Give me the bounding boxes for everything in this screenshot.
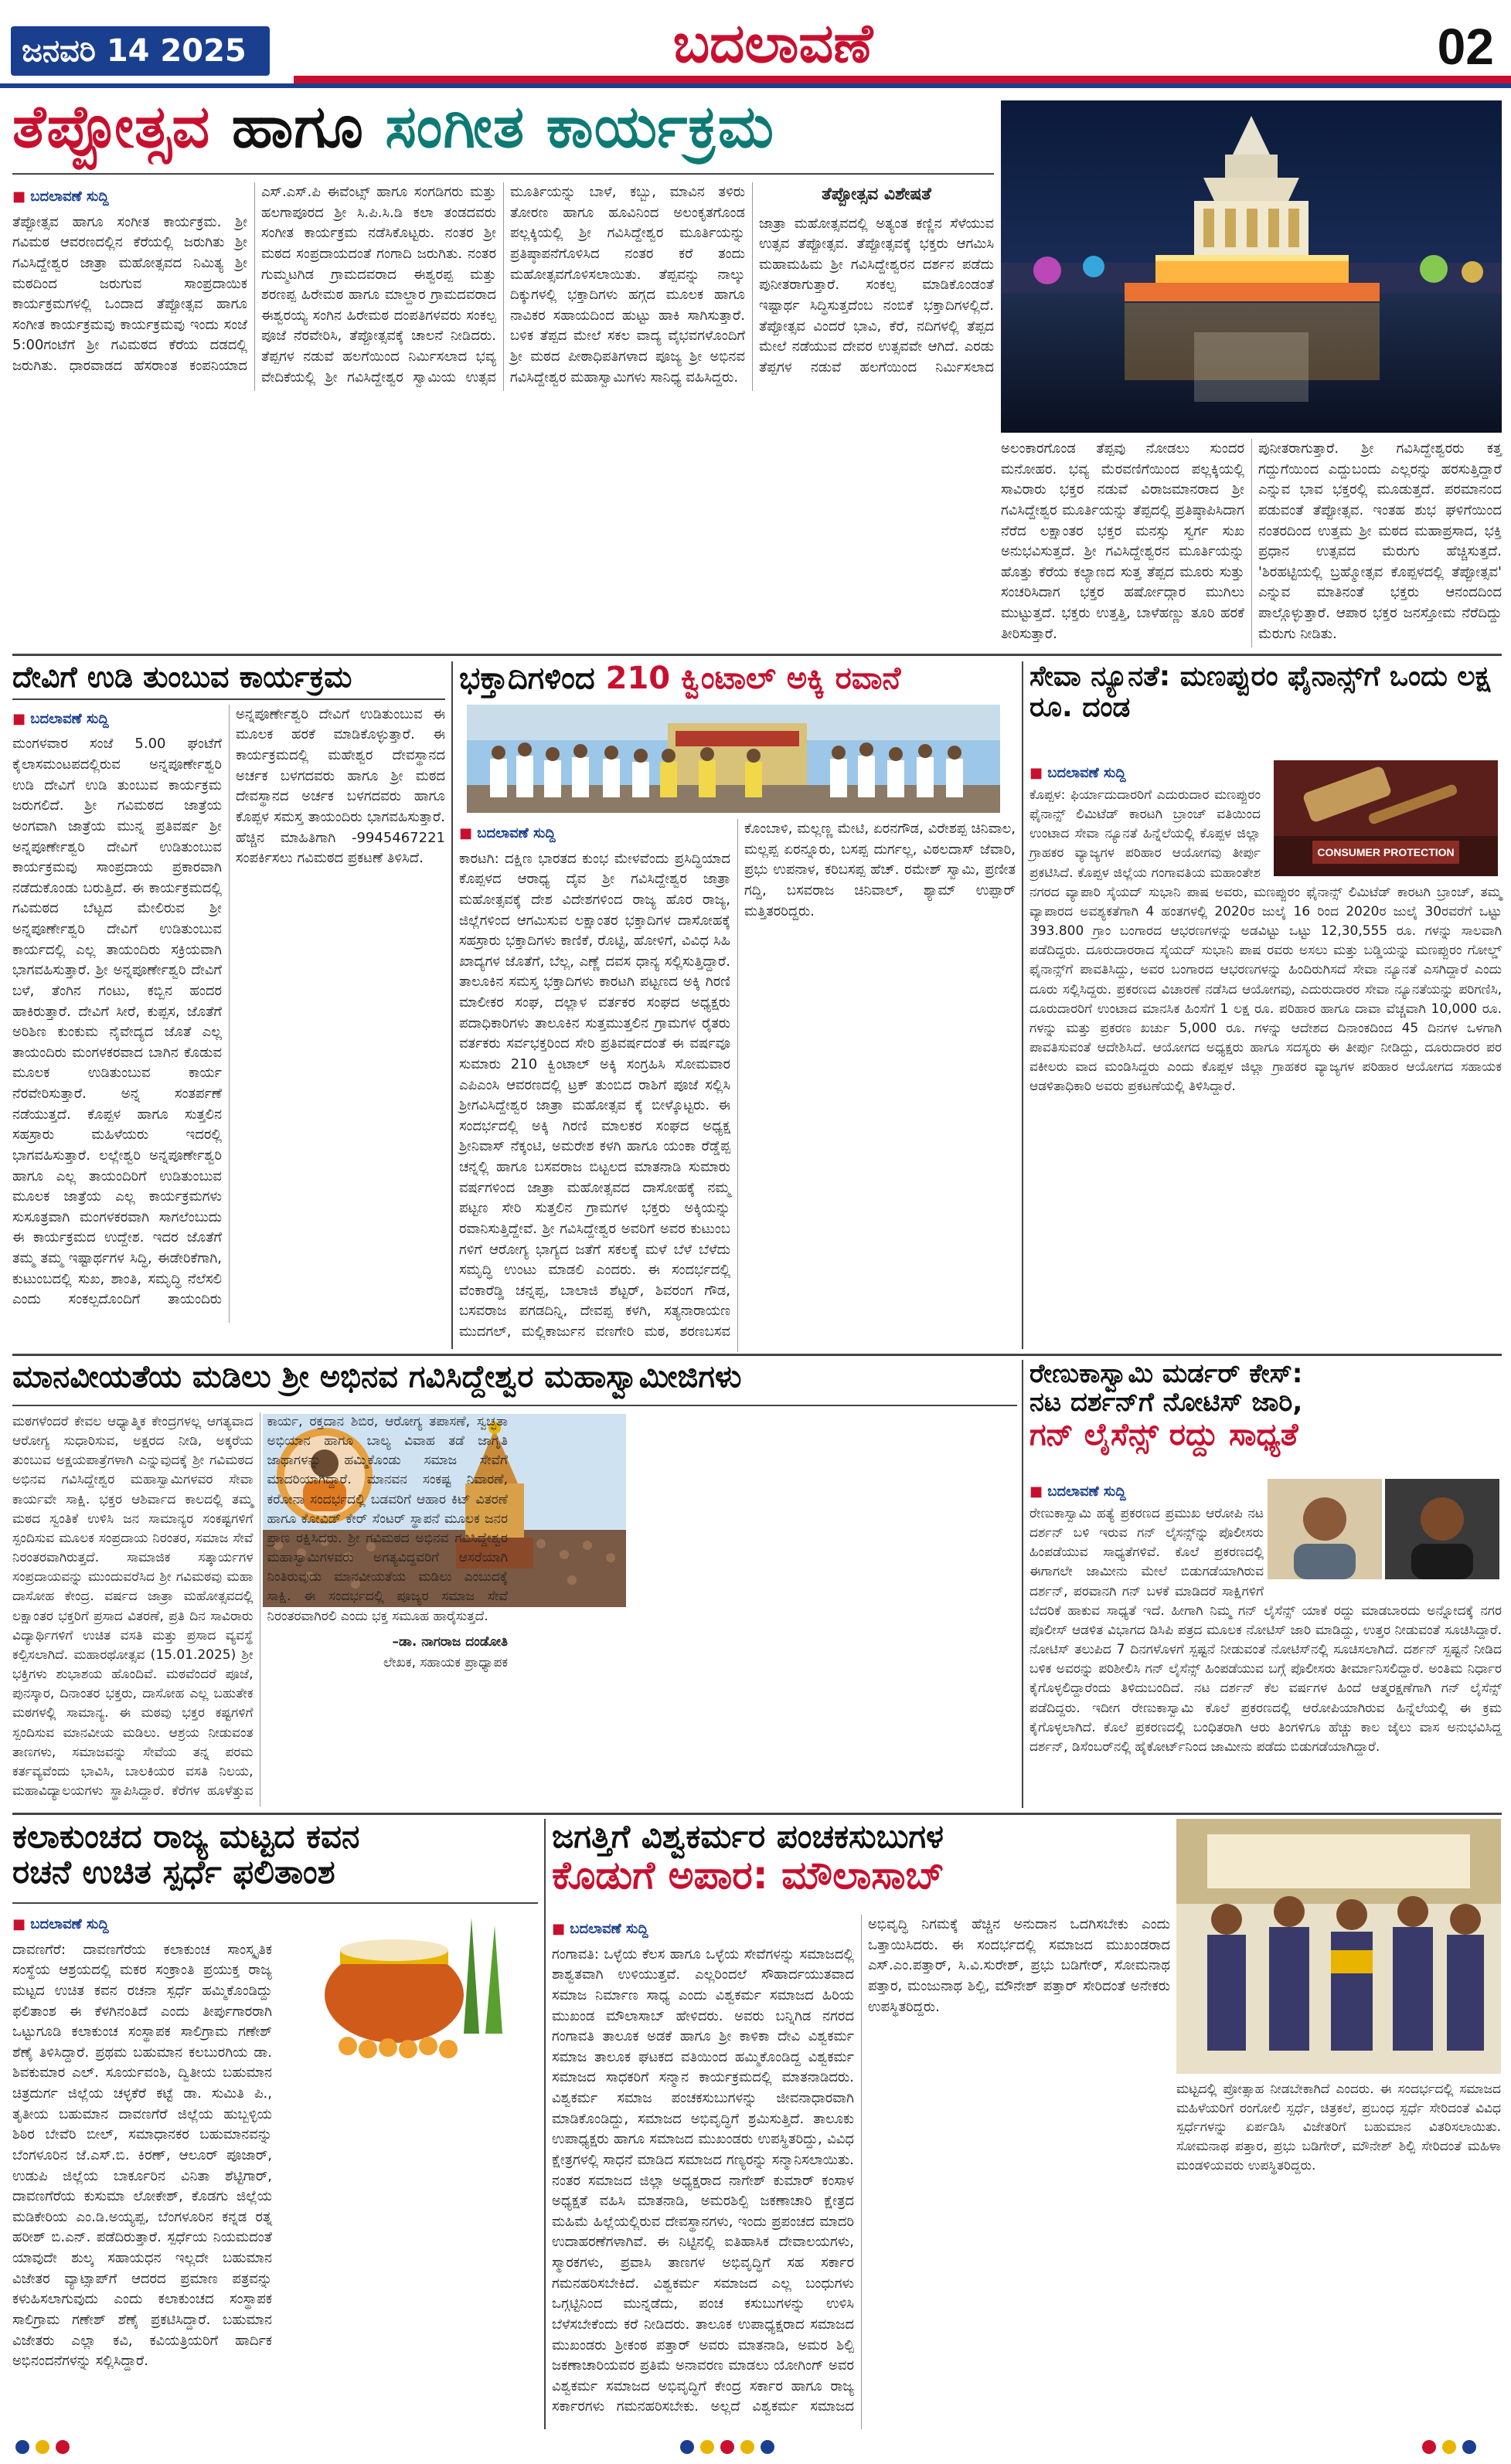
udi-body: ಮಂಗಳವಾರ ಸಂಜೆ 5.00 ಘಂಟೆಗೆ ಕೈಲಾಸಮಂಟಪದಲ್ಲಿರುವ ಅನ್ನಪೂರ್ಣೇಶ್ವರಿ ಉಡಿ ದೇವಿಗೆ ಉಡಿ ತುಂಬುವ ಕಾರ್ಯಕ್ರಮ ಜರುಗಲಿದೆ. ಶ್ರೀ ಗವಿಮಠದ ಜಾತ್ರೆಯ ಅಂಗವಾಗಿ ಜಾತ್ರೆಯ ಮುನ್ನ ಪ್ರತಿವರ್ಷ ಶ್ರೀ ಅನ್ನಪೂರ್ಣೇಶ್ವರಿ ದೇವಿಗೆ ಉಡಿತುಂಬುವ ಕಾರ್ಯಕ್ರಮವು ಸಾಂಪ್ರದಾಯ ಪ್ರಕಾರವಾಗಿ ನಡೆದುಕೊಂಡು ಬರುತ್ತಿದೆ. ಈ ಕಾರ್ಯಕ್ರಮದಲ್ಲಿ ಗವಿಮಠದ ಬೆಟ್ಟದ ಮೇಲಿರುವ ಶ್ರೀ ಅನ್ನಪೂರ್ಣೇಶ್ವರಿ ದೇವಿಗೆ ಉಡಿತುಂಬುವ ಕಾರ್ಯದಲ್ಲಿ ಎಲ್ಲ ತಾಯಂದಿರು ಸಕ್ರಿಯವಾಗಿ ಭಾಗವಹಿಸುತ್ತಾರೆ. ಶ್ರೀ ಅನ್ನಪೂರ್ಣೇಶ್ವರಿ ದೇವಿಗೆ ಬಳೆ, ತೆಂಗಿನ ಗಂಟು, ಕಬ್ಬಿನ ಹಂದರ ಹಾಕಿರುತ್ತಾರೆ. ದೇವಿಗೆ ಸೀರೆ, ಕುಪ್ಪಸ, ಜೊತೆಗೆ ಅರಿಶಿಣ ಕುಂಕುಮ ನೈವೇದ್ಯದ ಜೊತೆ ಎಲ್ಲ ತಾಯಂದಿರು ಮಂಗಳಕರವಾದ ಬಾಗಿನ ಕೊಡುವ ಮೂಲಕ ಉಡಿತುಂಬುವ ಕಾರ್ಯ ನೆರವೇರಿಸುತ್ತಾರೆ. ಅನ್ನ ಸಂತರ್ಪಣೆ ನಡೆಯುತ್ತದೆ. ಕೊಪ್ಪಳ ಹಾಗೂ ಸುತ್ತಲಿನ ಸಹಸ್ರಾರು ಮಹಿಳೆಯರು ಇದರಲ್ಲಿ ಭಾಗವಹಿಸುತ್ತಾರೆ. ಲಲ್ಲೇಶ್ವರಿ ಅನ್ನಪೂರ್ಣೇಶ್ವರಿ ಹಾಗೂ ಎಲ್ಲ ತಾಯಂದಿರಿಗೆ ಉಡಿತುಂಬುವ ಮೂಲಕ ಜಾತ್ರೆಯ ಎಲ್ಲ ಕಾರ್ಯಕ್ರಮಗಳು ಸುಸೂತ್ರವಾಗಿ ಮಂಗಳಕರವಾಗಿ ಸಾಗಲೆಂಬುದು ಈ ಕಾರ್ಯಕ್ರಮದ ಉದ್ದೇಶ. ಇದರ ಜೊತೆಗೆ ತಮ್ಮ ತಮ್ಮ ಇಷ್ಟಾರ್ಥಗಳ ಸಿದ್ಧಿ, ಈಡೇರಿಕೆಗಾಗಿ, ಕುಟುಂಬದಲ್ಲಿ ಸುಖ, ಶಾಂತಿ, ಸಮೃದ್ಧಿ ನೆಲೆಸಲಿ ಎಂದು ಸಂಕಲ್ಪದೊಂದಿಗೆ ತಾಯಂದಿರು ಅನ್ನಪೂರ್ಣೇಶ್ವರಿ ದೇವಿಗೆ ಉಡಿತುಂಬುವ ಈ ಮೂಲಕ ಹರಕೆ ಮಾಡಿಕೊಳ್ಳುತ್ತಾರೆ. ಈ ಕಾರ್ಯಕ್ರಮದಲ್ಲಿ ಮಹೇಶ್ವರ ದೇವಸ್ಥಾನದ ಅರ್ಚಕ ಬಳಗದವರು ಹಾಗೂ ಶ್ರೀ ಮಠದ ದೇವಸ್ಥಾನದ ಅರ್ಚಕ ಬಳಗದವರು ಹಾಗೂ ಕೊಪ್ಪಳ ಸಮಸ್ತ ತಾಯಂದಿರು ಭಾಗವಹಿಸುತ್ತಾರೆ. ಹೆಚ್ಚಿನ ಮಾಹಿತಿಗಾಗಿ -9945467221 ಸಂಪರ್ಕಿಸಲು ಗವಿಮಠದ ಪ್ರಕಟಣೆ ತಿಳಿಸಿದೆ. (12, 705, 445, 1308)
manappuram-headline: ಸೇವಾ ನ್ಯೂನತೆ: ಮಣಪ್ಪುರಂ ಫೈನಾನ್ಸ್‌ಗೆ ಒಂದು ಲಕ್ಷ ರೂ. ದಂಡ (1029, 661, 1491, 723)
kalakunja-body-columns (12, 1910, 272, 2372)
footer-dots-right (1422, 2440, 1476, 2454)
teppotsava-subhead: ತೆಪ್ಪೋತ್ಸವ ವಿಶೇಷತೆ (822, 185, 931, 204)
footer-dot (720, 2440, 734, 2454)
teppotsava-headline-part-b: ಹಾಗೂ (210, 92, 386, 161)
udi-headline: ದೇವಿಗೆ ಉಡಿ ತುಂಬುವ ಕಾರ್ಯಕ್ರಮ (12, 660, 352, 694)
rice-text-block (459, 819, 1016, 1352)
rice-body: ಕಾರಟಗಿ: ದಕ್ಷಿಣ ಭಾರತದ ಕುಂಭ ಮೇಳವೆಂದು ಪ್ರಸಿದ್ಧಿಯಾದ ಕೊಪ್ಪಳದ ಆರಾಧ್ಯ ದೈವ ಶ್ರೀ ಗವಿಸಿದ್ದೇಶ್ವರ ಜಾತ್ರಾ ಮಹೋತ್ಸವಕ್ಕೆ ದೇಶ ವಿದೇಶಗಳಿಂದ ರಾಜ್ಯ ಹೊರ ರಾಜ್ಯ, ಜಿಲ್ಲೆಗಳಿಂದ ಆಗಮಿಸುವ ಲಕ್ಷಾಂತರ ಭಕ್ತಾದಿಗಳ ದಾಸೋಹಕ್ಕೆ ಸಹಸ್ರಾರು ಭಕ್ತಾದಿಗಳು ಕಾಣಿಕೆ, ರೊಟ್ಟಿ, ಹೋಳಿಗೆ, ವಿವಿಧ ಸಿಹಿ ಖಾದ್ಯಗಳ ಜೊತೆಗೆ, ಬೆಲ್ಲ, ಎಣ್ಣೆ ದವಸ ಧಾನ್ಯ ಸಲ್ಲಿಸುತ್ತಿದ್ದಾರೆ. ತಾಲೂಕಿನ ಸಮಸ್ತ ಭಕ್ತಾದಿಗಳು ಕಾರಟಗಿ ಪಟ್ಟಣದ ಅಕ್ಕಿ ಗಿರಣಿ ಮಾಲೀಕರ ಸಂಘ, ದಲ್ಲಾಳ ವರ್ತಕರ ಸಂಘದ ಅಧ್ಯಕ್ಷರು ಪದಾಧಿಕಾರಿಗಳು ತಾಲೂಕಿನ ಸುತ್ತಮುತ್ತಲಿನ ಗ್ರಾಮಗಳ ರೈತರು ವರ್ತಕರು ಸರ್ವಭಕ್ತರಿಂದ ಸೇರಿ ಪ್ರತಿವರ್ಷದಂತೆ ಈ ವರ್ಷವೂ ಸುಮಾರು 210 ಕ್ವಿಂಟಾಲ್ ಅಕ್ಕಿ ಸಂಗ್ರಹಿಸಿ ಸೋಮವಾರ ಎಪಿಎಂಸಿ ಆವರಣದಲ್ಲಿ ಟ್ರಕ್ ತುಂಬಿದ ರಾಶಿಗೆ ಪೂಜೆ ಸಲ್ಲಿಸಿ ಶ್ರೀಗವಿಸಿದ್ದೇಶ್ವರ ಜಾತ್ರಾ ಮಹೋತ್ಸವ ಕ್ಕೆ ಬೀಳ್ಕೊಟ್ಟರು. ಈ ಸಂದರ್ಭದಲ್ಲಿ ಅಕ್ಕಿ ಗಿರಣಿ ಮಾಲಕರ ಸಂಘದ ಅಧ್ಯಕ್ಷ ಶ್ರೀನಿವಾಸ್ ನೆಕ್ಕಂಟಿ, ಅಮರೇಶ ಕಳಗಿ ಹಾಗೂ ಯಂಕಾ ರೆಡ್ಡೆಪ್ಪ ಚನ್ನಲ್ಲಿ ಹಾಗೂ ಬಸವರಾಜ ಬಿಟ್ಟಲದ ಮಾತನಾಡಿ ಸುಮಾರು ವರ್ಷಗಳಿಂದ ಜಾತ್ರಾ ಮಹೋತ್ಸವದ ದಾಸೋಹಕ್ಕೆ ನಮ್ಮ ಪಟ್ಟಣ ಸೇರಿ ಸುತ್ತಲಿನ ಗ್ರಾಮಗಳ ಭಕ್ತರು ಅಕ್ಕಿಯನ್ನು ರವಾನಿಸುತ್ತಿದ್ದೇವೆ. ಶ್ರೀ ಗವಿಸಿದ್ದೇಶ್ವರ ಅವರಿಗೆ ಅವರ ಕುಟುಂಬ ಗಳಿಗೆ ಆರೋಗ್ಯ ಭಾಗ್ಯದ ಜತೆಗೆ ಸಕಲಕ್ಕೆ ಮಳೆ ಬೆಳೆ ಬೆಳೆದು ಸಮೃದ್ಧಿ ಉಂಟು ಮಾಡಲಿ ಎಂದರು. ಈ ಸಂದರ್ಭದಲ್ಲಿ ವೆಂಕಾರೆಡ್ಡಿ ಚನ್ನಪ್ಪ, ಬಾಲಾಜಿ ಶೆಟ್ಟರ್, ಶಿವರಂಗ ಗೌಡ, ಬಸವರಾಜ ಪಗಡದಿನ್ನಿ, ದೇವಪ್ಪ ಕಳಗಿ, ಸತ್ಯನಾರಾಯಣ ಮುದಗಲ್, ಮಲ್ಲಿಕಾರ್ಜುನ ವಣಗೇರಿ ಮಠ, ಶರಣಬಸವ ಕೊಂಬಾಳಿ, ಮಲ್ಲಣ್ಣ ಮೇಟಿ, ಏರನಗೌಡ, ವಿರೇಶಪ್ಪ ಚಿನಿವಾಲ, ಮಲ್ಲಪ್ಪ ಏರನ್ನೂರು, ಬಸಪ್ಪ ದುರ್ಗಲ್ಲ, ವಿಠಲದಾಸ್ ಜೆವಾರಿ, ಪ್ರಭು ಉಪನಾಳ, ಕರಿಬಸಪ್ಪ ಹೆಚ್. ರಮೇಶ್ ಸ್ವಾಮಿ, ಪ್ರಣೀತ ಗದ್ದಿ, ಬಸವರಾಜ ಚಿನಿವಾಲ್, ಶ್ಯಾಮ್ ಉಪ್ಪಾರ್ ಮತ್ತಿತರರಿದ್ದರು. (459, 821, 1016, 1340)
manaviyate-underline (12, 1405, 1017, 1406)
teppotsava-right-text (1001, 439, 1502, 647)
renuka-headline-1: ರೇಣುಕಾಸ್ವಾಮಿ ಮರ್ಡರ್ ಕೇಸ್: (1029, 1358, 1303, 1389)
kalakunja-body: ದಾವಣಗೆರೆ: ದಾವಣಗೆರೆಯ ಕಲಾಕುಂಚ ಸಾಂಸ್ಕೃತಿಕ ಸಂಸ್ಥೆಯ ಆಶ್ರಯದಲ್ಲಿ ಮಕರ ಸಂಕ್ರಾಂತಿ ಪ್ರಯುಕ್ತ ರಾಜ್ಯ ಮಟ್ಟದ ಉಚಿತ ಕವನ ರಚನಾ ಸ್ಪರ್ಧೆ ಹಮ್ಮಿಕೊಂಡಿದ್ದು ಫಲಿತಾಂಶ ಈ ಕೆಳಗಿನಂತಿದೆ ಎಂದು ತೀರ್ಪುಗಾರರಾಗಿ ಒಟ್ಟುಗೂಡಿ ಕಲಾಕುಂಚ ಸಂಸ್ಥಾಪಕ ಸಾಲಿಗ್ರಾಮ ಗಣೇಶ್ ಶೆಣೈ ತಿಳಿಸಿದ್ದಾರೆ. ಪ್ರಥಮ ಬಹುಮಾನ ಕಲಬುರಗಿಯ ಡಾ. ಶಿವಕುಮಾರ ಎಲ್. ಸೂರ್ಯವಂಶಿ, ದ್ವಿತೀಯ ಬಹುಮಾನ ಚಿತ್ರದುರ್ಗ ಜಿಲ್ಲೆಯ ಚಳ್ಳಕೆರೆ ಕಟ್ಟೆ ಡಾ. ಸುಮಿತಿ ಪಿ., ತೃತೀಯ ಬಹುಮಾನ ದಾವಣಗೆರೆ ಜಿಲ್ಲೆಯ ಹುಬ್ಬಳ್ಳಿಯ ಶಿಠಿರ ಬೇವೆರಿ ಬೀಲ್, ಸಮಾಧಾನಕರ ಬಹುಮಾನವನ್ನು ಬೆಂಗಳೂರಿನ ಜೆ.ಎಸ್.ಬಿ. ಕಿರಣ್, ಆಲೂರ್ ಪೂಜಾರ್, ಉಡುಪಿ ಜಿಲ್ಲೆಯ ಬಾರ್ಕೂರಿನ ವಿನಿತಾ ಶೆಟ್ಟಿಗಾರ್, ದಾವಣಗೆರೆಯ ಕುಸುಮಾ ಲೋಕೇಶ್, ಕೊಡಗು ಜಿಲ್ಲೆಯ ಮಡಿಕೇರಿಯ ಎಂ.ಡಿ.ಅಯ್ಯಪ್ಪ, ಬೆಂಗಳೂರಿನ ಕನ್ನಡ ರತ್ನ ಹರೀಶ್ ಬಿ.ಎನ್. ಪಡೆದಿರುತ್ತಾರೆ. ಸ್ಪರ್ಧೆಯ ನಿಯಮದಂತೆ ಯಾವುದೇ ಶುಲ್ಕ ಸಹಾಯಧನ ಇಲ್ಲದೇ ಬಹುಮಾನ ವಿಜೇತರ ವ್ಯಾಟ್ಸಾಪ್‌ಗೆ ಆದರದ ಪ್ರಮಾಣ ಪತ್ರವನ್ನು ಕಳುಹಿಸಲಾಗುವುದು ಎಂದು ಕಲಾಕುಂಚದ ಸಂಸ್ಥಾಪಕ ಸಾಲಿಗ್ರಾಮ ಗಣೇಶ್ ಶೆಣೈ ಪ್ರಕಟಿಸಿದ್ದಾರೆ. ಬಹುಮಾನ ವಿಜೇತರು ಎಲ್ಲಾ ಕವಿ, ಕವಿಯತ್ರಿಯರಿಗೆ ಹಾರ್ದಿಕ ಅಭಿನಂದನೆಗಳನ್ನು ಸಲ್ಲಿಸಿದ್ದಾರೆ. (12, 1941, 272, 2370)
manaviyate-text-block (12, 1412, 1017, 1806)
masthead (0, 0, 1511, 83)
teppotsava-body-3: ಅಲಂಕಾರಗೊಂಡ ತೆಪ್ಪವು ನೋಡಲು ಸುಂದರ ಮನೋಹರ. ಭವ್ಯ ಮೆರವಣಿಗೆಯಿಂದ ಪಲ್ಲಕ್ಕಿಯಲ್ಲಿ ಸಾವಿರಾರು ಭಕ್ತರ ನಡುವೆ ವಿರಾಜಮಾನರಾದ ಶ್ರೀ ಗವಿಸಿದ್ದೇಶ್ವರ ಮೂರ್ತಿಯನ್ನು ತೆಪ್ಪದಲ್ಲಿ ಪ್ರತಿಷ್ಠಾಪಿಸಿದಾಗ ನೆರೆದ ಲಕ್ಷಾಂತರ ಭಕ್ತರ ಮನಸ್ಸು ಸ್ವರ್ಗ ಸುಖ ಅನುಭವಿಸುತ್ತದೆ. ಶ್ರೀ ಗವಿಸಿದ್ದೇಶ್ವರನ ಮೂರ್ತಿಯನ್ನು ಹೊತ್ತು ಕೆರೆಯ ಕಲ್ಯಾಣದ ಸುತ್ತ ತೆಪ್ಪದ ಮೂರು ಸುತ್ತು ಸಂಚರಿಸಿದಾಗ ಭಕ್ತರ ಹರ್ಷೋದ್ಗಾರ ಮುಗಿಲು ಮುಟ್ಟುತ್ತದೆ. ಭಕ್ತರು ಉತ್ತತ್ತಿ, ಬಾಳೆಹಣ್ಣು ತೂರಿ ಹರಕೆ ತೀರಿಸುತ್ತಾರೆ. (1001, 440, 1244, 642)
footer-dot (761, 2440, 774, 2454)
floating-temple-illustration (1001, 100, 1502, 433)
masthead-red-rule (294, 76, 1511, 83)
manaviyate-author-title: ಲೇಖಕ, ಸಹಾಯಕ ಪ್ರಾಧ್ಯಾಪಕ (383, 1654, 508, 1670)
manaviyate-headline: ಮಾನವೀಯತೆಯ ಮಡಿಲು ಶ್ರೀ ಅಭಿನವ ಗವಿಸಿದ್ದೇಶ್ವರ ಮಹಾಸ್ವಾಮೀಜಿಗಳು (12, 1359, 742, 1395)
kalakunja-byline: ■ ಬದಲಾವಣೆ ಸುದ್ದಿ (12, 1915, 272, 1936)
consumer-protection-text: CONSUMER PROTECTION (1317, 846, 1455, 858)
manaviyate-body: ಮಠಗಳೆಂದರೆ ಕೇವಲ ಆಧ್ಯಾತ್ಮಿಕ ಕೇಂದ್ರಗಳಲ್ಲ ಆಗತ್ಯವಾದ ಆರೋಗ್ಯ ಸುಧಾರಿಸುವ, ಅಕ್ಷರದ ನೀಡಿ, ಅಕ್ಕರೆಯ ತುಂಬುವ ಅಕ್ಷಯಪಾತ್ರೆಗಳಾಗಿ ಎನ್ನುವುದಕ್ಕೆ ಶ್ರೀ ಗವಿಮಠದ ಅಭಿನವ ಗವಿಸಿದ್ದೇಶ್ವರ ಮಹಾಸ್ವಾಮಿಗಳವರ ಸೇವಾ ಕಾರ್ಯವೇ ಸಾಕ್ಷಿ. ಭಕ್ತರ ಆಶಿರ್ವಾದ ಕಾಲದಲ್ಲಿ ತಮ್ಮ ಮಠದ ಸ್ವಂತಿಕೆ ಉಳಿಸಿ ಜನ ಸಾಮಾನ್ಯರ ಸಂಕಷ್ಟಗಳಿಗೆ ಸ್ಪಂದಿಸುವ ಮೂಲಕ ಸಂಪ್ರದಾಯ ನಿರಂತರ, ಸಮಾಜ ಸೇವೆ ನಿರಂತರವಾಗಿರುತ್ತದೆ. ಸಾಮಾಜಿಕ ಸತ್ಕಾರ್ಯಗಳ ಸಂಪ್ರದಾಯವನ್ನು ಮುಂದುವರೆಸಿದ ಶ್ರೀ ಗವಿಮಠವು ಮಹಾ ದಾಸೋಹ ಕೇಂದ್ರ. ವರ್ಷದ ಜಾತ್ರಾ ಮಹೋತ್ಸವದಲ್ಲಿ ಲಕ್ಷಾಂತರ ಭಕ್ತರಿಗೆ ಪ್ರಸಾದ ವಿತರಣೆ, ಪ್ರತಿ ದಿನ ಸಾವಿರಾರು ವಿದ್ಯಾರ್ಥಿಗಳಿಗೆ ಉಚಿತ ವಸತಿ ಮತ್ತು ಪ್ರಸಾದ ವ್ಯವಸ್ಥೆ ಕಲ್ಪಿಸಲಾಗಿದೆ. ಮಹಾರಥೋತ್ಸವ (15.01.2025) ಶ್ರೀ ಭಕ್ತಿಗಳು ಶುಭಾಶಯ ಹೊಂದಿವೆ. ಮಠವೆಂದರೆ ಪೂಜೆ, ಪುನಸ್ಕಾರ, ದಿನಾಂತರ ಭಕ್ತರು, ದಾಸೋಹ ಎಲ್ಲ ಬಹುತೇಕ ಮಠಗಳಲ್ಲಿ ಸಾಮಾನ್ಯ. ಈ ಮಠವು ಭಕ್ತರ ಕಷ್ಟಗಳಿಗೆ ಸ್ಪಂದಿಸುವ ಮಾನವೀಯ ಮಡಿಲು. ಆಶ್ರಯ ನೀಡುವಂತ ತಾಣಗಳು, ಸಮಾಜವನ್ನು ಸೇವೆಯ ತನ್ನ ಪರಮ ಕರ್ತವ್ಯವೆಂದು ಭಾವಿಸಿ, ಬಾಲಕಿಯರ ವಸತಿ ನಿಲಯ, ಮಹಾವಿದ್ಯಾಲಯಗಳು ಸ್ಥಾಪಿಸಿದ್ದಾರೆ. ಕೆರೆಗಳ ಹೂಳೆತ್ತುವ ಕಾರ್ಯ, ರಕ್ತದಾನ ಶಿಬಿರ, ಆರೋಗ್ಯ ತಪಾಸಣೆ, ಸ್ವಚ್ಛತಾ ಅಭಿಯಾನ ಹಾಗೂ ಬಾಲ್ಯ ವಿವಾಹ ತಡೆ ಜಾಗೃತಿ ಜಾಥಾಗಳನ್ನು ಹಮ್ಮಿಕೊಂಡು ಸಮಾಜ ಸೇವೆಗೆ ಮಾದರಿಯಾಗಿದ್ದಾರೆ. ಮಾನವನ ಸಂಕಷ್ಟ ನಿವಾರಣೆ, ಕರೋನಾ ಸಂದರ್ಭದಲ್ಲಿ ಬಡವರಿಗೆ ಆಹಾರ ಕಿಟ್ ವಿತರಣೆ ಹಾಗೂ ಕೋವಿಡ್ ಕೇರ್ ಸೆಂಟರ್ ಸ್ಥಾಪನೆ ಮೂಲಕ ಜನರ ಪ್ರಾಣ ರಕ್ಷಿಸಿದರು. ಶ್ರೀ ಗವಿಮಠದ ಅಭಿನವ ಗವಿಸಿದ್ದೇಶ್ವರ ಮಹಾಸ್ವಾಮಿಗಳವರು ಅಗತ್ಯವಿದ್ದವರಿಗೆ ಆಸರೆಯಾಗಿ ನಿಂತಿರುವುದು ಮಾನವೀಯತೆಯ ಮಡಿಲು ಎಂಬುದಕ್ಕೆ ಸಾಕ್ಷಿ. ಈ ಸಂದರ್ಭದಲ್ಲಿ ಪೂಜ್ಯರ ಸಮಾಜ ಸೇವೆ ನಿರಂತರವಾಗಿರಲಿ ಎಂದು ಭಕ್ತ ಸಮೂಹ ಹಾರೈಸುತ್ತದೆ. (12, 1414, 508, 1799)
footer-dot (700, 2440, 714, 2454)
kalakunja-underline (12, 1902, 538, 1904)
footer-dots-left (15, 2440, 70, 2454)
felicitation-photo (1176, 1819, 1501, 2074)
teppotsava-headline-part-a: ತೆಪ್ಪೋತ್ಸವ (12, 92, 211, 161)
vishwakarma-text-block (552, 1915, 1170, 2429)
renuka-text-block (1029, 1479, 1502, 1808)
renuka-photo-spacer (1264, 1479, 1502, 1584)
manappuram-byline: ■ ಬದಲಾವಣೆ ಸುದ್ದಿ (1029, 765, 1502, 781)
vishwakarma-photo (1176, 1819, 1501, 2074)
vishwakarma-caption-block (1176, 2080, 1501, 2429)
footer-dot (1442, 2440, 1456, 2454)
divider-top-row (12, 654, 1502, 656)
rice-byline: ■ ಬದಲಾವಣೆ ಸುದ್ದಿ (459, 824, 730, 845)
manappuram-photo-spacer (1261, 760, 1502, 882)
teppotsava-right-columns (1001, 439, 1502, 647)
rice-photo (467, 705, 1000, 813)
story-udi (12, 661, 445, 1349)
footer-dot (680, 2440, 694, 2454)
teppotsava-body-2: ಜಾತ್ರಾ ಮಹೋತ್ಸವದಲ್ಲಿ ಅತ್ಯಂತ ಕಣ್ಣಿನ ಸೆಳೆಯುವ ಉತ್ಸವ ತೆಪ್ಪೋತ್ಸವ. ತೆಪ್ಪೋತ್ಸವಕ್ಕೆ ಭಕ್ತರು ಆಗಮಿಸಿ ಮಹಾಮಹಿಮ ಶ್ರೀ ಗವಿಸಿದ್ದೇಶ್ವರನ ದರ್ಶನ ಪಡೆದು ಪುನೀತರಾಗುತ್ತಾರೆ. ಸಂಕಲ್ಪ ಮಾಡಿಕೊಂಡಂತೆ ಇಷ್ಟಾರ್ಥ ಸಿದ್ಧಿಸುತ್ತದೆಂಬ ನಂಬಿಕೆ ಭಕ್ತಾದಿಗಳಲ್ಲಿದೆ. ತೆಪ್ಪೋತ್ಸವ ವಿಂದರೆ ಭಾವಿ, ಕೆರೆ, ನದಿಗಳಲ್ಲಿ ತೆಪ್ಪದ ಮೇಲೆ ನಡೆಯುವ ದೇವರ ಉತ್ಸವವೇ ಆಗಿದೆ. ಎರಡು ತೆಪ್ಪಗಳ ನಡುವೆ ಹಲಗೆಯಿಂದ ನಿರ್ಮಿಸಲಾದ (759, 215, 994, 376)
vishwakarma-body: ಗಂಗಾವತಿ: ಒಳ್ಳೆಯ ಕೆಲಸ ಹಾಗೂ ಒಳ್ಳೆಯ ಸೇವೆಗಳನ್ನು ಸಮಾಜದಲ್ಲಿ ಶಾಶ್ವತವಾಗಿ ಉಳಿಯುತ್ತವೆ. ಎಲ್ಲರಿಂದಲೆ ಸೌಹಾರ್ದಯುತವಾದ ಸಮಾಜ ನಿರ್ಮಾಣ ಸಾಧ್ಯ ಎಂದು ವಿಶ್ವಕರ್ಮ ಸಮಾಜದ ಹಿರಿಯ ಮುಖಂಡ ಮೌಲಾಸಾಬ್ ಹೇಳಿದರು. ಅವರು ಬನ್ನಿಗಿಡ ನಗರದ ಗಂಗಾವತಿ ತಾಲೂಕ ಅಡಕೆ ಹಾಗೂ ಶ್ರೀ ಕಾಳಿಕಾ ದೇವಿ ವಿಶ್ವಕರ್ಮ ಸಮಾಜ ತಾಲೂಕ ಘಟಕದ ವತಿಯಿಂದ ಹಮ್ಮಿಕೊಂಡಿದ್ದ ವಿಶ್ವಕರ್ಮ ಸಮಾಜದ ಸಾಧಕರಿಗೆ ಸನ್ಮಾನ ಕಾರ್ಯಕ್ರಮದಲ್ಲಿ ಮಾತನಾಡಿದರು. ವಿಶ್ವಕರ್ಮ ಸಮಾಜ ಪಂಚಕಸುಬುಗಳನ್ನು ಜೀವನಾಧಾರವಾಗಿ ಮಾಡಿಕೊಂಡಿದ್ದು, ಸಮಾಜದ ಅಭಿವೃದ್ಧಿಗೆ ಶ್ರಮಿಸುತ್ತಿದೆ. ತಾಲೂಕು ಉಪಾಧ್ಯಕ್ಷರು ಹಾಗೂ ಸಮಾಜದ ಮುಖಂಡರು ಉಪಸ್ಥಿತರಿದ್ದು, ವಿವಿಧ ಕ್ಷೇತ್ರಗಳಲ್ಲಿ ಸಾಧನೆ ಮಾಡಿದ ಸಮಾಜದ ಗಣ್ಯರನ್ನು ಸನ್ಮಾನಿಸಲಾಯಿತು. ನಂತರ ಸಮಾಜದ ಜಿಲ್ಲಾ ಅಧ್ಯಕ್ಷರಾದ ನಾಗೇಶ್ ಕುಮಾರ್ ಕಂಸಾಳ ಅಧ್ಯಕ್ಷತೆ ವಹಿಸಿ ಮಾತನಾಡಿ, ಅಮರಶಿಲ್ಪಿ ಜಕಣಾಚಾರಿ ಕ್ಷೇತ್ರದ ಮಹಿಮೆ ಹಿಲ್ಲೆಯಲ್ಲಿರುವ ದೇವಸ್ಥಾನಗಳು, ಇಂದು ಪ್ರಪಂಚದ ಮಾದರಿ ಉದಾಹರಣೆಗಳಾಗಿವೆ. ಈ ನಿಟ್ಟಿನಲ್ಲಿ ಐತಿಹಾಸಿಕ ದೇವಾಲಯಗಳು, ಸ್ಮಾರಕಗಳು, ಪ್ರವಾಸಿ ತಾಣಗಳ ಅಭಿವೃದ್ಧಿಗೆ ಸಹ ಸರ್ಕಾರ ಗಮನಹರಿಸಬೇಕಿದೆ. ವಿಶ್ವಕರ್ಮ ಸಮಾಜದ ಎಲ್ಲ ಬಂಧುಗಳು ಒಗ್ಗಟ್ಟಿನಿಂದ ಮುನ್ನಡೆದು, ಪಂಚ ಕಸುಬುಗಳನ್ನು ಉಳಿಸಿ ಬೆಳೆಸಬೇಕೆಂದು ಕರೆ ನೀಡಿದರು. ತಾಲೂಕ ಉಪಾಧ್ಯಕ್ಷರಾದ ಸಮಾಜದ ಮುಖಂಡರು ಶ್ರೀಕಂಠ ಪತ್ತಾರ್ ಅವರು ಮಾತನಾಡಿ, ಅಮರ ಶಿಲ್ಪಿ ಜಕಣಾಚಾರಿಯವರ ಪ್ರತಿಮೆ ಅನಾವರಣ ಮಾಡಲು ಯೋಗಿಂಗ್ ಅವರ ವಿಶ್ವಕರ್ಮ ಸಮಾಜದ ಅಭಿವೃದ್ಧಿಗೆ ಕೇಂದ್ರ ಸರ್ಕಾರ ಹಾಗೂ ರಾಜ್ಯ ಸರ್ಕಾರಗಳು ಗಮನಹರಿಸಬೇಕು. ಅಲ್ಲದೆ ವಿಶ್ವಕರ್ಮ ಸಮಾಜದ ಅಭಿವೃದ್ಧಿ ನಿಗಮಕ್ಕೆ ಹೆಚ್ಚಿನ ಅನುದಾನ ಒದಗಿಸಬೇಕು ಎಂದು ಒತ್ತಾಯಿಸಿದರು. ಈ ಸಂದರ್ಭದಲ್ಲಿ ಸಮಾಜದ ಮುಖಂಡರಾದ ಎಸ್.ಎಂ.ಪತ್ತಾರ್, ಸಿ.ವಿ.ಸುರೇಶ್, ಪ್ರಭು ಬಡಿಗೇರ್, ಸೋಮನಾಥ ಪತ್ತಾರ, ಮಂಜುನಾಥ ಶಿಲ್ಪಿ, ಮೌನೇಶ್ ಪತ್ತಾರ್ ಸೇರಿದಂತೆ ಅನೇಕರು ಉಪಸ್ಥಿತರಿದ್ದರು. (552, 1916, 1170, 2415)
footer-dot (56, 2440, 70, 2454)
issue-date: ಜನವರಿ 14 2025 (11, 26, 270, 76)
footer-dot (36, 2440, 49, 2454)
vishwakarma-byline: ■ ಬದಲಾವಣೆ ಸುದ್ದಿ (552, 1919, 854, 1940)
teppotsava-text-block (12, 182, 994, 391)
kalakunja-text-block (12, 1910, 538, 2429)
divider-col-2 (1022, 661, 1023, 1349)
manaviyate-author: –ಡಾ. ನಾಗರಾಜ ದಂಡೋತಿ (392, 1633, 508, 1650)
renuka-body: ರೇಣುಕಾಸ್ವಾಮಿ ಹತ್ಯೆ ಪ್ರಕರಣದ ಪ್ರಮುಖ ಆರೋಪಿ ನಟ ದರ್ಶನ್ ಬಳಿ ಇರುವ ಗನ್ ಲೈಸನ್ಸ್‌ನ್ನು ಪೊಲೀಸರು ಹಿಂಪಡೆಯುವ ಸಾಧ್ಯತೆಗಳಿವೆ. ಕೊಲೆ ಪ್ರಕರಣದಲ್ಲಿ ಈಗಾಗಲೇ ಜಾಮೀನು ಮೇಲೆ ಬಿಡುಗಡೆಯಾಗಿರುವ ದರ್ಶನ್, ಪರವಾನಗಿ ಗನ್ ಬಳಕೆ ಮಾಡಿದರೆ ಸಾಕ್ಷಿಗಳಿಗೆ ಬೆದರಿಕೆ ಹಾಕುವ ಸಾಧ್ಯತೆ ಇದೆ. ಹೀಗಾಗಿ ನಿಮ್ಮ ಗನ್ ಲೈಸೆನ್ಸ್ ಯಾಕೆ ರದ್ದು ಮಾಡಬಾರದು ಅನ್ನೋದಕ್ಕೆ ನಗರ ಪೊಲೀಸ್ ಆಡಳಿತ ವಿಭಾಗದ ಡಿಸಿಪಿ ಪತ್ರದ ಮೂಲಕ ನೋಟಿಸ್ ಜಾರಿ ಮಾಡಿದ್ದು, ಉತ್ತರ ನೀಡುವಂತೆ ಸೂಚಿಸಿದ್ದಾರೆ. ನೋಟಿಸ್ ತಲುಪಿದ 7 ದಿನಗಳೊಳಗೆ ಸ್ಪಷ್ಟನೆ ನೀಡುವಂತೆ ನೋಟಿಸ್‌ನಲ್ಲಿ ಸೂಚಿಸಲಾಗಿದೆ. ದರ್ಶನ್ ಸ್ಪಷ್ಟನೆ ನೀಡಿದ ಬಳಿಕ ಅವರನ್ನು ಪರಿಶೀಲಿಸಿ ಗನ್ ಲೈಸೆನ್ಸ್ ಹಿಂಪಡೆಯುವ ಬಗ್ಗೆ ಪೊಲೀಸರು ತೀರ್ಮಾನಿಸಲಿದ್ದಾರೆ. ಅಂತಿಮ ನಿರ್ಧಾರ ಕೈಗೊಳ್ಳಲಿದ್ದಾರೆಂದು ತಿಳಿದುಬಂದಿದೆ. ನಟ ದರ್ಶನ್ ಕೆಲ ವರ್ಷಗಳ ಹಿಂದೆ ಆತ್ಮರಕ್ಷಣೆಗಾಗಿ ಗನ್ ಲೈಸೆನ್ಸ್ ಪಡೆದಿದ್ದರು. ಇದೀಗ ರೇಣುಕಾಸ್ವಾಮಿ ಕೊಲೆ ಪ್ರಕರಣದಲ್ಲಿ ಆರೋಪಿಯಾಗಿರುವ ಹಿನ್ನೆಲೆಯಲ್ಲಿ ಈ ಕ್ರಮ ಕೈಗೊಳ್ಳಲಾಗಿದೆ. ಕೊಲೆ ಪ್ರಕರಣದಲ್ಲಿ ಬಂಧಿತರಾಗಿ ಆರು ತಿಂಗಳಿಗೂ ಹೆಚ್ಚು ಕಾಲ ಜೈಲು ವಾಸ ಅನುಭವಿಸಿದ್ದ ದರ್ಶನ್, ಡಿಸೆಂಬರ್‌ನಲ್ಲಿ ಹೈಕೋರ್ಟ್‌ನಿಂದ ಜಾಮೀನು ಪಡೆದು ಬಿಡುಗಡೆಯಾಗಿದ್ದಾರೆ. (1029, 1506, 1502, 1755)
footer-dot (1462, 2440, 1476, 2454)
udi-byline: ■ ಬದಲಾವಣೆ ಸುದ್ದಿ (12, 709, 222, 730)
divider-col-3 (1022, 1360, 1023, 1808)
rice-headline-part-a: ಭಕ್ತಾದಿಗಳಿಂದ (459, 661, 606, 696)
divider-col-4 (544, 1819, 546, 2429)
footer-dots-center (680, 2440, 774, 2454)
teppotsava-headline (12, 94, 994, 159)
udi-body-columns (12, 705, 445, 1323)
teppotsava-headline-part-c: ಸಂಗೀತ ಕಾರ್ಯಕ್ರಮ (385, 92, 775, 161)
divider-col-1 (451, 661, 453, 1349)
kalakunja-photo-spacer (272, 1910, 538, 2069)
vishwakarma-headline-2: ಕೊಡುಗೆ ಅಪಾರ: ಮೌಲಾಸಾಬ್ (552, 1853, 944, 1898)
rice-headline-part-b: 210 ಕ್ವಿಂಟಾಲ್ ಅಕ್ಕಿ ರವಾನೆ (605, 661, 901, 696)
rice-group-photo (467, 705, 1000, 813)
kalakunja-headline-1: ಕಲಾಕುಂಚದ ರಾಜ್ಯ ಮಟ್ಟದ ಕವನ (12, 1817, 360, 1855)
manappuram-body: ಕೊಪ್ಪಳ: ಫಿರ್ಯಾದುದಾರರಿಗೆ ಎದುರುದಾರ ಮಣಪ್ಪುರಂ ಫೈನಾನ್ಸ್ ಲಿಮಿಟೆಡ್ ಕಾರಟಗಿ ಬ್ರಾಂಚ್ ವತಿಯಿಂದ ಉಂಟಾದ ಸೇವಾ ನ್ಯೂನತೆ ಹಿನ್ನೆಲೆಯಲ್ಲಿ ಕೊಪ್ಪಳ ಜಿಲ್ಲಾ ಗ್ರಾಹಕರ ವ್ಯಾಜ್ಯಗಳ ಪರಿಹಾರ ಆಯೋಗವು ತೀರ್ಪು ಪ್ರಕಟಿಸಿದೆ. ಕೊಪ್ಪಳ ಜಿಲ್ಲೆಯ ಗಂಗಾವತಿಯ ಮಹಾಂತೇಶ ನಗರದ ವ್ಯಾಪಾರಿ ಸೈಯದ್ ಸುಭಾನಿ ಪಾಷ ಅವರು, ಮಣಪ್ಪುರಂ ಫೈನಾನ್ಸ್ ಲಿಮಿಟೆಡ್ ಕಾರಟಗಿ ಬ್ರಾಂಚ್, ತಮ್ಮ ವ್ಯಾಪಾರದ ಅವಶ್ಯಕತೆಗಾಗಿ 4 ಹಂತಗಳಲ್ಲಿ 2020ರ ಜುಲೈ 16 ರಿಂದ 2020ರ ಜುಲೈ 30ರವರೆಗೆ ಒಟ್ಟು 393.800 ಗ್ರಾಂ ಬಂಗಾರದ ಆಭರಣಗಳನ್ನು ಅಡವಿಟ್ಟು ಒಟ್ಟು 12,30,555 ರೂ. ಗಳನ್ನು ಸಾಲವಾಗಿ ಪಡೆದಿದ್ದರು. ದೂರುದಾರರಾದ ಸೈಯದ್ ಸುಭಾನಿ ಪಾಷ ರವರು ಅಸಲು ಮತ್ತು ಬಡ್ಡಿಯನ್ನು ಮಣಪ್ಪುರಂ ಗೋಲ್ಡ್ ಫೈನಾನ್ಸ್‌ಗೆ ಪಾವತಿಸಿದ್ದು, ಅವರ ಬಂಗಾರದ ಆಭರಣಗಳನ್ನು ಹಿಂದಿರುಗಿಸದೆ ಸೇವಾ ನ್ಯೂನತೆ ಎಸಗಿದ್ದಾರೆ ಎಂದು ದೂರು ಸಲ್ಲಿಸಿದ್ದರು. ಪ್ರಕರಣದ ವಿಚಾರಣೆ ನಡೆಸಿದ ಆಯೋಗವು, ಎದುರುದಾರರ ಸೇವಾ ನ್ಯೂನತೆಯನ್ನು ಪರಿಗಣಿಸಿ, ದೂರುದಾರರಿಗೆ ಉಂಟಾದ ಮಾನಸಿಕ ಹಿಂಸೆಗೆ 1 ಲಕ್ಷ ರೂ. ಪರಿಹಾರ ಹಾಗೂ ದಾವಾ ವೆಚ್ಚವಾಗಿ 10,000 ರೂ. ಗಳನ್ನು ಮತ್ತು ಪ್ರಕರಣ ಖರ್ಚು 5,000 ರೂ. ಗಳನ್ನು ಆದೇಶದ ದಿನಾಂಕದಿಂದ 45 ದಿನಗಳ ಒಳಗಾಗಿ ಪಾವತಿಸುವಂತೆ ಆದೇಶಿಸಿದೆ. ಆಯೋಗದ ಅಧ್ಯಕ್ಷರು ಹಾಗೂ ಸದಸ್ಯರು ಈ ತೀರ್ಪು ನೀಡಿದ್ದು, ದೂರುದಾರರ ಪರ ವಕೀಲರು ವಾದ ಮಂಡಿಸಿದ್ದರು ಎಂದು ಕೊಪ್ಪಳ ಜಿಲ್ಲಾ ಗ್ರಾಹಕರ ವ್ಯಾಜ್ಯಗಳ ಪರಿಹಾರ ಆಯೋಗದ ಸಹಾಯಕ ಆಡಳಿತಾಧಿಕಾರಿ ಅವರು ಪ್ರಕಟಣೆಯಲ್ಲಿ ತಿಳಿಸಿದ್ದಾರೆ. (1029, 787, 1502, 1095)
divider-middle-row (12, 1354, 1502, 1356)
renuka-headline-2: ನಟ ದರ್ಶನ್‌ಗೆ ನೋಟಿಸ್ ಜಾರಿ, (1029, 1387, 1303, 1419)
footer-dot (15, 2440, 29, 2454)
teppotsava-body-4: ಪುನೀತರಾಗುತ್ತಾರೆ. ಶ್ರೀ ಗವಿಸಿದ್ದೇಶ್ವರರು ಕತ್ತ ಗದ್ದುಗೆಯಿಂದ ಎದ್ದುಬಂದು ಎಲ್ಲರನ್ನು ಹರಸುತ್ತಿದ್ದಾರೆ ಎನ್ನುವ ಭಾವ ಭಕ್ತರಲ್ಲಿ ಮೂಡುತ್ತದೆ. ಪರಮಾನಂದ ಪಡುವಂತೆ ತೆಪ್ಪೋತ್ಸವ. ಇಂತಹ ಶುಭ ಘಳಿಗೆಯಿಂದ ನಂತರದಿಂದ ಉತ್ತಮ ಶ್ರೀ ಮಠದ ಮಹಾಪ್ರಸಾದ, ಭಕ್ತಿ ಪ್ರಧಾನ ಉತ್ಸವದ ಮೆರುಗು ಹೆಚ್ಚಿಸುತ್ತದೆ. 'ಶಿರಹಟ್ಟಿಯಲ್ಲಿ ಬ್ರಹ್ಮೋತ್ಸವ ಕೊಪ್ಪಳದಲ್ಲಿ ತೆಪ್ಪೋತ್ಸವ' ಎನ್ನುವ ಮಾತಿನಂತೆ ಭಕ್ತರು ಆನಂದದಿಂದ ಪಾಲ್ಗೊಳ್ಳುತ್ತಾರೆ. ಆಪಾರ ಭಕ್ತರ ಜನಸ್ತೋಮ ನೆರೆದಿದ್ದು ಮೆರುಗು ನೀಡಿತು. (1258, 440, 1502, 642)
manappuram-text-block (1029, 760, 1502, 1348)
kalakunja-headline-2: ರಚನೆ ಉಚಿತ ಸ್ಪರ್ಧೆ ಫಲಿತಾಂಶ (12, 1853, 335, 1891)
rice-headline (459, 661, 1016, 695)
teppotsava-body-1: ತೆಪ್ಪೋತ್ಸವ ಹಾಗೂ ಸಂಗೀತ ಕಾರ್ಯಕ್ರಮ. ಶ್ರೀ ಗವಿಮಠ ಆವರಣದಲ್ಲಿನ ಕೆರೆಯಲ್ಲಿ ಜರುಗಿತು ಶ್ರೀ ಗವಿಸಿದ್ದೇಶ್ವರ ಜಾತ್ರಾ ಮಹೋತ್ಸವದ ನಿಮಿತ್ಯ ಶ್ರೀ ಮಠದಿಂದ ಜರುಗುವ ಸಾಂಪ್ರದಾಯಿಕ ಕಾರ್ಯಕ್ರಮಗಳಲ್ಲಿ ಒಂದಾದ ತೆಪ್ಪೋತ್ಸವ ಹಾಗೂ ಸಂಗೀತ ಕಾರ್ಯಕ್ರಮವು ಕಾರ್ಯಕ್ರಮವು ಇಂದು ಸಂಜೆ 5:00ಗಂಟೆಗೆ ಶ್ರೀ ಗವಿಮಠದ ಕೆರೆಯ ದಡದಲ್ಲಿ ಜರುಗಿತು. ಧಾರವಾಡದ ಹೆಸರಾಂತ ಕಂಪನಿಯಾದ ಎಸ್.ಎಸ್.ಪಿ ಈವೆಂಟ್ಸ್ ಹಾಗೂ ಸಂಗಡಿಗರು ಮತ್ತು ಹಲಗಾಪೂರದ ಶ್ರೀ ಸಿ.ಪಿ.ಸಿ.ಡಿ ಕಲಾ ತಂಡದವರು ಸಂಗೀತ ಕಾರ್ಯಕ್ರಮ ನಡೆಸಿಕೊಟ್ಟರು. ನಂತರ ಶ್ರೀ ಮಠದ ಸಂಪ್ರದಾಯದಂತೆ ಗಂಗಾದಿ ಜರುಗಿತು. ನಂತರ ಗುಮ್ಮಟಗಿಡ ಗ್ರಾಮದವರಾದ ಈಶ್ವರಪ್ಪ ಮತ್ತು ಶರಣಪ್ಪ ಹಿರೇಮಠ ಹಾಗೂ ಮಾಲ್ದಾರ ಗ್ರಾಮದವರಾದ ಈಶ್ವರಯ್ಯ ಸಂಗಿನ ಹಿರೇಮಠ ದಂಪತಿಗಳವರು ಸಂಕಲ್ಪ ಪೂಜೆ ನೆರವೇರಿಸಿ, ತೆಪ್ಪೋತ್ಸವಕ್ಕೆ ಚಾಲನೆ ನೀಡಿದರು. ತೆಪ್ಪಗಳ ನಡುವೆ ಹಲಗೆಯಿಂದ ನಿರ್ಮಿಸಲಾದ ಭವ್ಯ ವೇದಿಕೆಯಲ್ಲಿ ಶ್ರೀ ಗವಿಸಿದ್ದೇಶ್ವರ ಸ್ವಾಮಿಯ ಉತ್ಸವ ಮೂರ್ತಿಯನ್ನು ಬಾಳೆ, ಕಬ್ಬು, ಮಾವಿನ ತಳಿರು ತೋರಣ ಹಾಗೂ ಹೂವಿನಿಂದ ಅಲಂಕೃತಗೊಂಡ ಪಲ್ಲಕ್ಕಿಯಲ್ಲಿ ಶ್ರೀ ಗವಿಸಿದ್ದೇಶ್ವರ ಮೂರ್ತಿಯನ್ನು ಪ್ರತಿಷ್ಠಾಪನೆಗೊಳಿಸಿದ ನಂತರ ಕರೆ ತಂದು ಮಹೋತ್ಸವಗೊಳಿಸಲಾಯಿತು. ತೆಪ್ಪವನ್ನು ನಾಲ್ಕು ದಿಕ್ಕುಗಳಲ್ಲಿ ಭಕ್ತಾದಿಗಳು ಹಗ್ಗದ ಮೂಲಕ ಹಾಗೂ ನಾವಿಕರ ಸಹಾಯದಿಂದ ಹುಟ್ಟು ಹಾಕಿ ಸಾಗಿಸುತ್ತಾರೆ. ಬಳಿಕ ತೆಪ್ಪದ ಮೇಲೆ ಸಕಲ ವಾದ್ಯ ವೈಭವಗಳೊಂದಿಗೆ ಶ್ರೀ ಮಠದ ಪೀಠಾಧಿಪತಿಗಳಾದ ಪೂಜ್ಯ ಶ್ರೀ ಅಭಿನವ ಗವಿಸಿದ್ದೇಶ್ವರ ಮಹಾಸ್ವಾಮಿಗಳು ಸಾನಿಧ್ಯ ವಹಿಸಿದ್ದರು. (12, 184, 745, 386)
teppotsava-byline: ■ ಬದಲಾವಣೆ ಸುದ್ದಿ (12, 187, 247, 208)
manaviyate-body-columns (12, 1412, 1017, 1806)
vishwakarma-body-columns (552, 1915, 1170, 2429)
teppotsava-underline (12, 173, 994, 175)
vishwakarma-headline-1: ಜಗತ್ತಿಗೆ ವಿಶ್ವಕರ್ಮರ ಪಂಚಕಸುಬುಗಳ (552, 1817, 944, 1855)
page-footer (0, 2429, 1511, 2464)
udi-underline (12, 698, 445, 700)
renuka-headline-3: ಗನ್ ಲೈಸೆನ್ಸ್ ರದ್ದು ಸಾಧ್ಯತೆ (1029, 1416, 1298, 1453)
footer-dot (740, 2440, 754, 2454)
renuka-byline: ■ ಬದಲಾವಣೆ ಸುದ್ದಿ (1029, 1483, 1502, 1500)
page-number: 02 (1437, 18, 1494, 75)
teppotsava-photo (1001, 100, 1502, 433)
teppotsava-body-columns (12, 182, 994, 391)
footer-dot (1422, 2440, 1436, 2454)
masthead-blue-rule (0, 83, 1511, 88)
divider-bottom-row (12, 1813, 1502, 1815)
paper-name: ಬದಲಾವಣೆ (672, 11, 873, 75)
vishwakarma-caption: ಮಟ್ಟದಲ್ಲಿ ಪ್ರೋತ್ಸಾಹ ನೀಡಬೇಕಾಗಿದೆ ಎಂದರು. ಈ ಸಂದರ್ಭದಲ್ಲಿ ಸಮಾಜದ ಮಹಿಳೆಯರಿಗೆ ರಂಗೋಲಿ ಸ್ಪರ್ಧೆ, ಚಿತ್ರಕಲೆ, ಪ್ರಬಂಧ ಸ್ಪರ್ಧೆ ಸೇರಿದಂತೆ ವಿವಿಧ ಸ್ಪರ್ಧೆಗಳನ್ನು ಏರ್ಪಡಿಸಿ ವಿಜೇತರಿಗೆ ಬಹುಮಾನ ವಿತರಿಸಲಾಯಿತು. ಸೋಮನಾಥ ಪತ್ತಾರ, ಪ್ರಭು ಬಡಿಗೇರ್, ಮೌನೇಶ್ ಶಿಲ್ಪಿ ಸೇರಿದಂತೆ ಮಹಿಳಾ ಮಂಡಳಿಯವರು ಉಪಸ್ಥಿತರಿದ್ದರು. (1176, 2082, 1501, 2173)
rice-body-columns (459, 819, 1016, 1352)
